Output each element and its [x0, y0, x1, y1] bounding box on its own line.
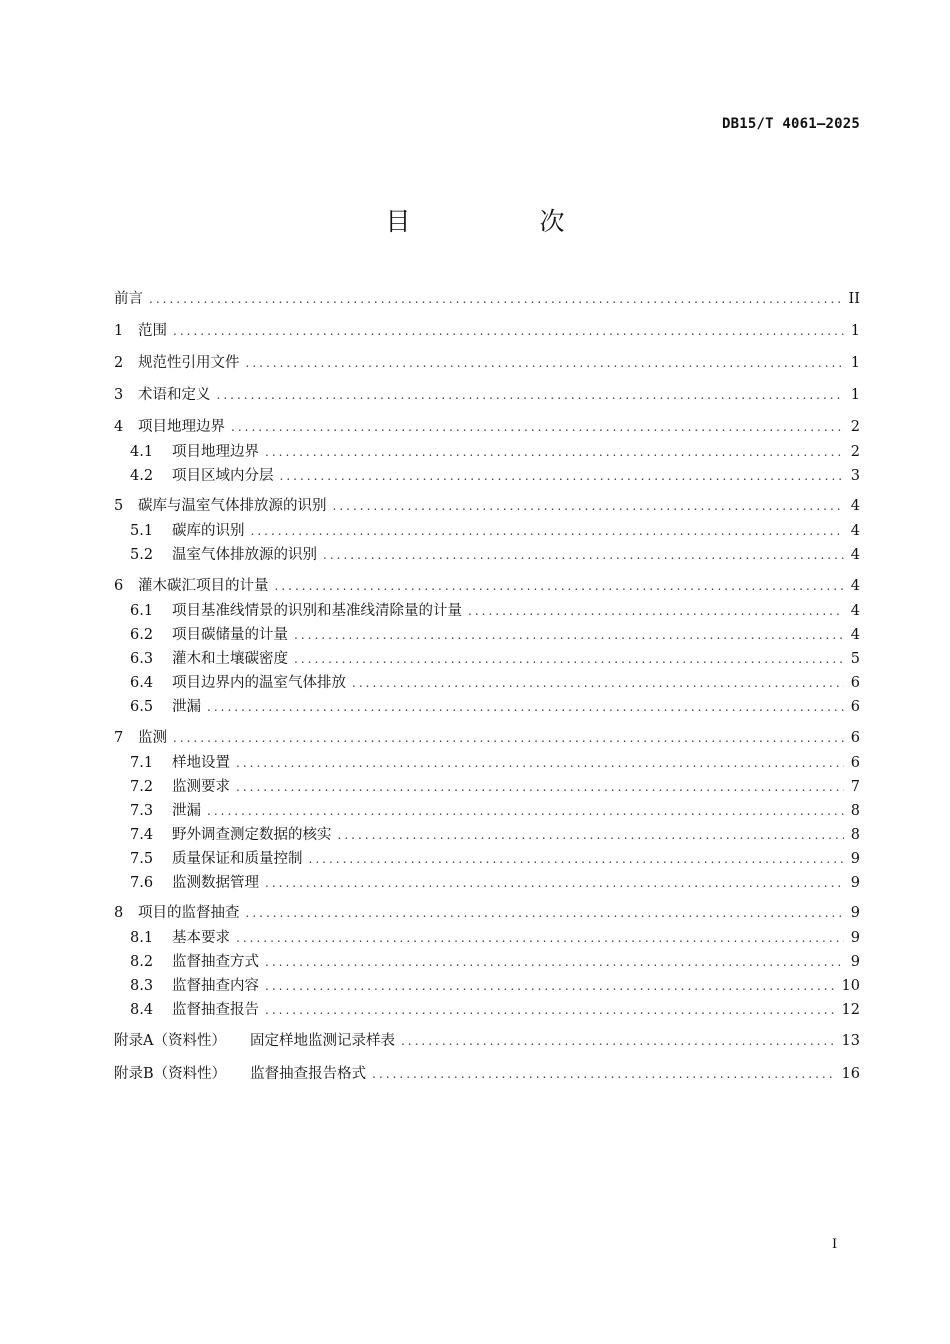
toc-page: 12 — [841, 1002, 860, 1018]
toc-leader — [265, 975, 836, 997]
toc-number: 7 — [114, 730, 124, 746]
toc-label: 灌木和土壤碳密度 — [172, 651, 288, 667]
toc-page: 3 — [850, 468, 860, 484]
toc-leader — [280, 465, 845, 487]
toc-number: 8.2 — [130, 954, 154, 970]
toc-page: 16 — [841, 1066, 860, 1082]
toc-leader — [338, 824, 845, 846]
toc-entry-8-4[interactable] — [130, 999, 860, 1021]
toc-number: 1 — [114, 323, 124, 339]
toc-entry-6-4[interactable] — [130, 672, 860, 694]
toc-page: 4 — [850, 523, 860, 539]
toc-label: 项目区域内分层 — [172, 468, 274, 484]
toc-page: 8 — [850, 803, 860, 819]
toc-number: 4.1 — [130, 444, 154, 460]
toc-label: 监测 — [138, 730, 167, 746]
toc-page: 4 — [850, 627, 860, 643]
toc-label: 项目碳储量的计量 — [172, 627, 288, 643]
toc-leader — [236, 776, 844, 798]
toc-leader — [149, 288, 843, 310]
toc-leader — [275, 575, 845, 597]
toc-entry-8-1[interactable] — [130, 927, 860, 949]
toc-number: 5.1 — [130, 523, 154, 539]
toc-leader — [468, 600, 844, 622]
toc-label: 监督抽查内容 — [172, 978, 259, 994]
toc-label: 碳库与温室气体排放源的识别 — [138, 498, 327, 514]
toc-leader — [207, 800, 844, 822]
toc-number: 6 — [114, 578, 124, 594]
toc-page: 9 — [850, 930, 860, 946]
toc-leader — [323, 544, 844, 566]
appendix-tag: 附录B（资料性） — [114, 1066, 227, 1082]
footer-page-number: I — [832, 1237, 838, 1252]
toc-label: 监督抽查报告 — [172, 1002, 259, 1018]
toc-number: 4 — [114, 419, 124, 435]
toc-label: 项目地理边界 — [138, 419, 225, 435]
toc-entry-7-2[interactable] — [130, 776, 860, 798]
toc-leader — [372, 1063, 835, 1085]
toc-entry-5[interactable] — [114, 495, 860, 517]
toc-leader — [309, 848, 845, 870]
toc-label: 监督抽查方式 — [172, 954, 259, 970]
toc-page: 13 — [841, 1033, 860, 1049]
toc-entry-7-6[interactable] — [130, 872, 860, 894]
toc-entry-6-5[interactable] — [130, 696, 860, 718]
toc-page: II — [848, 291, 860, 307]
toc-entry-appendix-a[interactable] — [114, 1030, 860, 1052]
toc-label: 监督抽查报告格式 — [250, 1066, 367, 1082]
toc-number: 6.1 — [130, 603, 154, 619]
toc-entry-4-1[interactable] — [130, 441, 860, 463]
toc-number: 7.3 — [130, 803, 154, 819]
toc-leader — [173, 320, 844, 342]
toc-leader — [294, 624, 844, 646]
toc-leader — [207, 696, 844, 718]
toc-page: 4 — [850, 603, 860, 619]
toc-page: 1 — [850, 323, 860, 339]
toc-page: 9 — [850, 905, 860, 921]
toc-number: 7.4 — [130, 827, 154, 843]
toc-leader — [217, 384, 845, 406]
appendix-tag: 附录A（资料性） — [114, 1033, 226, 1049]
toc-page: 9 — [850, 851, 860, 867]
toc-number: 6.4 — [130, 675, 154, 691]
toc-entry-appendix-b[interactable] — [114, 1063, 860, 1085]
toc-page: 2 — [850, 419, 860, 435]
toc-label: 野外调查测定数据的核实 — [172, 827, 332, 843]
toc-leader — [251, 520, 845, 542]
toc-leader — [246, 902, 845, 924]
toc-entry-1[interactable] — [114, 320, 860, 342]
toc-number: 5 — [114, 498, 124, 514]
toc-label: 质量保证和质量控制 — [172, 851, 303, 867]
toc-page: 1 — [850, 387, 860, 403]
toc-entry-8-2[interactable] — [130, 951, 860, 973]
toc-page: 7 — [850, 779, 860, 795]
toc-number: 8 — [114, 905, 124, 921]
toc-page: 6 — [850, 755, 860, 771]
toc-label: 前言 — [114, 291, 143, 307]
toc-label: 规范性引用文件 — [138, 355, 240, 371]
toc-label: 范围 — [138, 323, 167, 339]
toc-number: 8.3 — [130, 978, 154, 994]
toc-leader — [236, 752, 844, 774]
toc-entry-6[interactable] — [114, 575, 860, 597]
toc-entry-8-3[interactable] — [130, 975, 860, 997]
toc-entry-7[interactable] — [114, 727, 860, 749]
toc-number: 7.1 — [130, 755, 154, 771]
toc-number: 7.5 — [130, 851, 154, 867]
toc-label: 固定样地监测记录样表 — [249, 1033, 395, 1049]
toc-leader — [173, 727, 844, 749]
toc-leader — [236, 927, 844, 949]
toc-label: 项目地理边界 — [172, 444, 259, 460]
toc-number: 6.5 — [130, 699, 154, 715]
toc-leader — [231, 416, 844, 438]
toc-label: 泄漏 — [172, 803, 201, 819]
page-title: 目 次 — [385, 207, 617, 236]
toc-leader — [352, 672, 844, 694]
toc-entry-7-3[interactable] — [130, 800, 860, 822]
toc-leader — [265, 872, 844, 894]
toc-page: 6 — [850, 699, 860, 715]
toc-label: 温室气体排放源的识别 — [172, 547, 317, 563]
toc-label: 监测数据管理 — [172, 875, 259, 891]
toc-page: 9 — [850, 954, 860, 970]
toc-label: 灌木碳汇项目的计量 — [138, 578, 269, 594]
toc-number: 7.2 — [130, 779, 154, 795]
toc-page: 4 — [850, 578, 860, 594]
document-code: DB15/T 4061—2025 — [721, 116, 860, 132]
toc-entry-6-1[interactable] — [130, 600, 860, 622]
toc-number: 3 — [114, 387, 124, 403]
toc-label: 监测要求 — [172, 779, 230, 795]
toc-label: 项目基准线情景的识别和基准线清除量的计量 — [172, 603, 462, 619]
toc-page: 10 — [841, 978, 860, 994]
toc-number: 8.1 — [130, 930, 154, 946]
toc-entry-foreword[interactable] — [114, 288, 860, 310]
toc-page: 5 — [850, 651, 860, 667]
toc-label: 泄漏 — [172, 699, 201, 715]
toc-number: 4.2 — [130, 468, 154, 484]
toc-label: 样地设置 — [172, 755, 230, 771]
toc-entry-4-2[interactable] — [130, 465, 860, 487]
toc-leader — [246, 352, 845, 374]
toc-entry-5-1[interactable] — [130, 520, 860, 542]
toc-number: 5.2 — [130, 547, 154, 563]
toc-page: 1 — [850, 355, 860, 371]
toc-label: 项目边界内的温室气体排放 — [172, 675, 346, 691]
toc-leader — [265, 951, 844, 973]
toc-page: 8 — [850, 827, 860, 843]
toc-number: 2 — [114, 355, 124, 371]
toc-entry-7-1[interactable] — [130, 752, 860, 774]
toc-number: 6.2 — [130, 627, 154, 643]
toc-label: 术语和定义 — [138, 387, 211, 403]
toc-leader — [333, 495, 845, 517]
toc-leader — [265, 441, 844, 463]
toc-entry-2[interactable] — [114, 352, 860, 374]
toc-page: 4 — [850, 498, 860, 514]
toc-label: 碳库的识别 — [172, 523, 245, 539]
toc-page: 6 — [850, 730, 860, 746]
toc-leader — [294, 648, 844, 670]
toc-page: 9 — [850, 875, 860, 891]
toc-number: 7.6 — [130, 875, 154, 891]
toc-number: 8.4 — [130, 1002, 154, 1018]
toc-entry-6-3[interactable] — [130, 648, 860, 670]
toc-label: 基本要求 — [172, 930, 230, 946]
toc-entry-3[interactable] — [114, 384, 860, 406]
toc-entry-6-2[interactable] — [130, 624, 860, 646]
toc-number: 6.3 — [130, 651, 154, 667]
toc-entry-5-2[interactable] — [130, 544, 860, 566]
toc-page: 6 — [850, 675, 860, 691]
toc-page: 2 — [850, 444, 860, 460]
toc-label: 项目的监督抽查 — [138, 905, 240, 921]
toc-entry-7-5[interactable] — [130, 848, 860, 870]
toc-entry-7-4[interactable] — [130, 824, 860, 846]
toc-leader — [401, 1030, 836, 1052]
toc-entry-8[interactable] — [114, 902, 860, 924]
toc-entry-4[interactable] — [114, 416, 860, 438]
toc-leader — [265, 999, 836, 1021]
toc-page: 4 — [850, 547, 860, 563]
